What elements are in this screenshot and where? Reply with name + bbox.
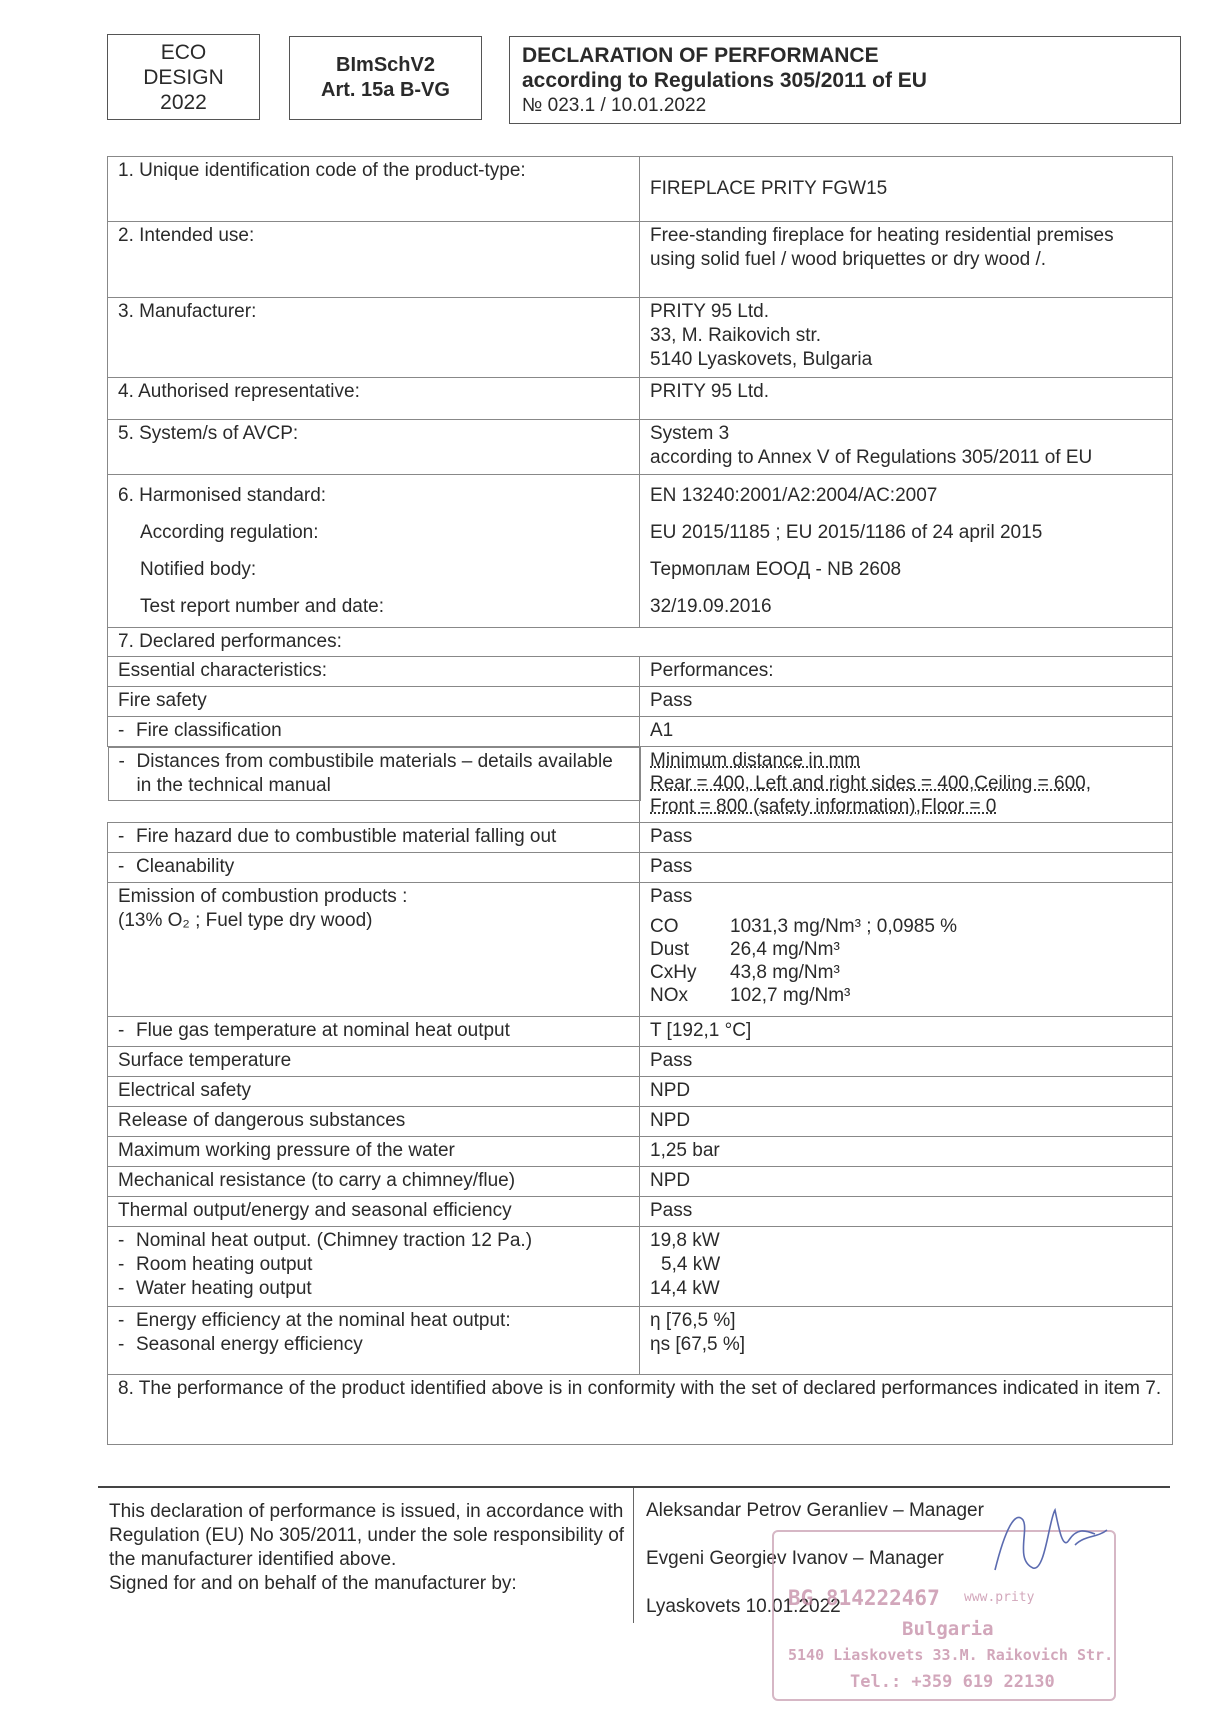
harmonised-standard-value: EN 13240:2001/A2:2004/AC:2007 — [650, 485, 938, 506]
table-row — [108, 628, 1173, 657]
row-label: 5. System/s of AVCP: — [108, 420, 640, 475]
dop-box — [509, 36, 1181, 124]
row-value — [640, 298, 1173, 378]
row-value: Performances: — [640, 657, 1173, 687]
row-label — [108, 475, 640, 628]
emission-label: Emission of combustion products : — [118, 886, 408, 907]
footer-statement — [109, 1500, 629, 1596]
row-label: - Energy efficiency at the nominal heat output: - Seasonal energy efficiency — [108, 1307, 640, 1375]
distance-rear-sides: Rear = 400, Left and right sides = 400,Ceiling = 600, — [650, 773, 1091, 794]
row-label: 4. Authorised representative: — [108, 378, 640, 420]
table-row — [108, 157, 1173, 222]
row-label: - Distances from combustibile materials – details available in the technical manual — [108, 747, 641, 801]
section-heading: 7. Declared performances: — [108, 628, 1173, 657]
distance-front-floor: Front = 800 (safety information),Floor = 0 — [650, 796, 997, 817]
emission-value: 1031,3 mg/Nm³ ; 0,0985 % — [730, 916, 958, 937]
nominal-heat-label: Nominal heat output. (Chimney traction 12 Pa.) — [136, 1230, 533, 1251]
table-row — [108, 420, 1173, 475]
design-line: DESIGN — [143, 65, 224, 89]
stamp-website: www.prity — [964, 1590, 1035, 1605]
table-row — [108, 1077, 1173, 1107]
nominal-heat-value: 19,8 kW — [650, 1230, 720, 1251]
table-row — [108, 1227, 1173, 1307]
min-distance-title: Minimum distance in mm — [650, 750, 861, 771]
row-label: - Fire hazard due to combustible material falling out — [108, 823, 640, 853]
table-row — [108, 823, 1173, 853]
table-row — [108, 1307, 1173, 1375]
row-label: 3. Manufacturer: — [108, 298, 640, 378]
row-value: Pass — [640, 1197, 1173, 1227]
declaration-table — [107, 156, 1173, 1445]
row-label: Mechanical resistance (to carry a chimney/flue) — [108, 1167, 640, 1197]
table-row — [108, 1167, 1173, 1197]
water-heat-label: Water heating output — [136, 1278, 312, 1299]
row-value — [640, 883, 1173, 1017]
issuance-text: This declaration of performance is issued, in accordance with Regulation (EU) No 305/2011, under the sole responsibility of the manufacturer identified above. — [109, 1501, 625, 1570]
dop-subtitle: according to Regulations 305/2011 of EU — [522, 68, 927, 92]
stamp-address: 5140 Liaskovets 33.M. Raikovich Str. — [788, 1646, 1114, 1664]
signed-by-text: Signed for and on behalf of the manufacturer by: — [109, 1573, 517, 1594]
row-value: NPD — [640, 1107, 1173, 1137]
emission-result: Pass — [650, 886, 693, 907]
bvg-line: Art. 15a B-VG — [321, 79, 450, 101]
place-date: Lyaskovets 10.01.2022 — [646, 1596, 841, 1617]
emission-values — [650, 915, 1164, 1007]
row-value: Free-standing fireplace for heating residential premises using solid fuel / wood briquettes or dry wood /. — [640, 222, 1173, 298]
table-row — [108, 853, 1173, 883]
room-heat-value: 5,4 kW — [661, 1254, 721, 1275]
stamp-phone: Tel.: +359 619 22130 — [850, 1672, 1055, 1692]
signature-mark — [985, 1500, 1115, 1580]
seasonal-efficiency-label: Seasonal energy efficiency — [136, 1334, 363, 1355]
table-row — [108, 717, 1173, 747]
signatory-1: Aleksandar Petrov Geranliev – Manager — [646, 1500, 984, 1521]
row-value: FIREPLACE PRITY FGW15 — [640, 157, 1173, 222]
stamp-country: Bulgaria — [902, 1618, 994, 1640]
avcp-system: System 3 — [650, 423, 730, 444]
table-row — [108, 1375, 1173, 1445]
emission-value: 26,4 mg/Nm³ — [730, 939, 840, 960]
manufacturer-city: 5140 Lyaskovets, Bulgaria — [650, 349, 873, 370]
row-value: Pass — [640, 823, 1173, 853]
signatory-2: Evgeni Georgiev Ivanov – Manager — [646, 1548, 944, 1569]
dop-number: № 023.1 / 10.01.2022 — [522, 94, 707, 116]
dop-title: DECLARATION OF PERFORMANCE — [522, 43, 879, 67]
row-label: - Flue gas temperature at nominal heat output — [108, 1017, 640, 1047]
row-value: NPD — [640, 1167, 1173, 1197]
table-row — [108, 222, 1173, 298]
according-regulation-label: According regulation: — [140, 522, 319, 543]
eco-line: ECO — [160, 40, 207, 64]
row-value: 1,25 bar — [640, 1137, 1173, 1167]
row-label: Maximum working pressure of the water — [108, 1137, 640, 1167]
table-row — [108, 1107, 1173, 1137]
manufacturer-name: PRITY 95 Ltd. — [650, 301, 769, 322]
row-value — [640, 1227, 1173, 1307]
row-label: 2. Intended use: — [108, 222, 640, 298]
row-value — [640, 420, 1173, 475]
row-label: - Nominal heat output. (Chimney traction 12 Pa.) - Room heating output - Water heating output — [108, 1227, 640, 1307]
table-row — [108, 687, 1173, 717]
row-value: A1 — [640, 717, 1173, 747]
bimschv-line: BImSchV2 — [336, 54, 435, 76]
conformity-statement: 8. The performance of the product identified above is in conformity with the set of declared performances indicated in item 7. — [108, 1375, 1173, 1445]
row-label: Essential characteristics: — [108, 657, 640, 687]
row-value: Pass — [640, 687, 1173, 717]
row-value — [640, 475, 1173, 628]
emission-key: CO — [650, 916, 679, 937]
row-label — [108, 883, 640, 1017]
emission-conditions: (13% O₂ ; Fuel type dry wood) — [118, 910, 373, 931]
room-heat-label: Room heating output — [136, 1254, 313, 1275]
table-row — [108, 747, 1173, 823]
avcp-annex: according to Annex V of Regulations 305/2011 of EU — [650, 447, 1093, 468]
emission-key: CxHy — [650, 962, 697, 983]
row-value: Pass — [640, 1047, 1173, 1077]
table-row — [108, 378, 1173, 420]
harmonised-standard-label: 6. Harmonised standard: — [118, 485, 327, 506]
table-row — [108, 298, 1173, 378]
row-label: - Cleanability — [108, 853, 640, 883]
year-line: 2022 — [160, 90, 207, 114]
emission-value: 102,7 mg/Nm³ — [730, 985, 851, 1006]
table-row — [108, 883, 1173, 1017]
notified-body-label: Notified body: — [140, 559, 257, 580]
according-regulation-value: EU 2015/1185 ; EU 2015/1186 of 24 april 2015 — [650, 522, 1043, 543]
energy-efficiency-value: η [76,5 %] — [650, 1310, 736, 1331]
water-heat-value: 14,4 kW — [650, 1278, 720, 1299]
emission-value: 43,8 mg/Nm³ — [730, 962, 840, 983]
notified-body-value: Термоплам ЕООД - NB 2608 — [650, 559, 902, 580]
table-row — [108, 1197, 1173, 1227]
row-label: Fire safety — [108, 687, 640, 717]
flue-gas-label: Flue gas temperature at nominal heat output — [136, 1020, 510, 1041]
table-row — [108, 1137, 1173, 1167]
bimschv-box — [289, 36, 482, 120]
row-label: Electrical safety — [108, 1077, 640, 1107]
row-value: Pass — [640, 853, 1173, 883]
test-report-label: Test report number and date: — [140, 596, 384, 617]
seasonal-efficiency-value: ηs [67,5 %] — [650, 1334, 746, 1355]
row-label: Release of dangerous substances — [108, 1107, 640, 1137]
table-row — [108, 1047, 1173, 1077]
row-label: 1. Unique identification code of the product-type: — [108, 157, 640, 222]
row-value: NPD — [640, 1077, 1173, 1107]
table-row — [108, 657, 1173, 687]
table-row — [108, 475, 1173, 628]
footer-separator — [633, 1488, 634, 1623]
row-value — [640, 747, 1173, 823]
falling-out-label: Fire hazard due to combustible material falling out — [136, 826, 557, 847]
distances-label: Distances from combustibile materials – details available in the technical manual — [136, 751, 613, 796]
row-label: Surface temperature — [108, 1047, 640, 1077]
cleanability-label: Cleanability — [136, 856, 235, 877]
footer-divider — [98, 1486, 1170, 1488]
row-label: - Fire classification — [108, 717, 640, 747]
eco-design-box — [107, 34, 260, 120]
manufacturer-street: 33, M. Raikovich str. — [650, 325, 822, 346]
energy-efficiency-label: Energy efficiency at the nominal heat output: — [136, 1310, 511, 1331]
emission-key: NOx — [650, 985, 688, 1006]
row-label: Thermal output/energy and seasonal efficiency — [108, 1197, 640, 1227]
row-value — [640, 1307, 1173, 1375]
row-value: PRITY 95 Ltd. — [640, 378, 1173, 420]
stamp-vat-id: BG 814222467 — [788, 1586, 940, 1610]
emission-key: Dust — [650, 939, 690, 960]
row-value: T [192,1 °C] — [640, 1017, 1173, 1047]
fire-classification-label: Fire classification — [136, 720, 282, 741]
test-report-value: 32/19.09.2016 — [650, 596, 772, 617]
table-row — [108, 1017, 1173, 1047]
